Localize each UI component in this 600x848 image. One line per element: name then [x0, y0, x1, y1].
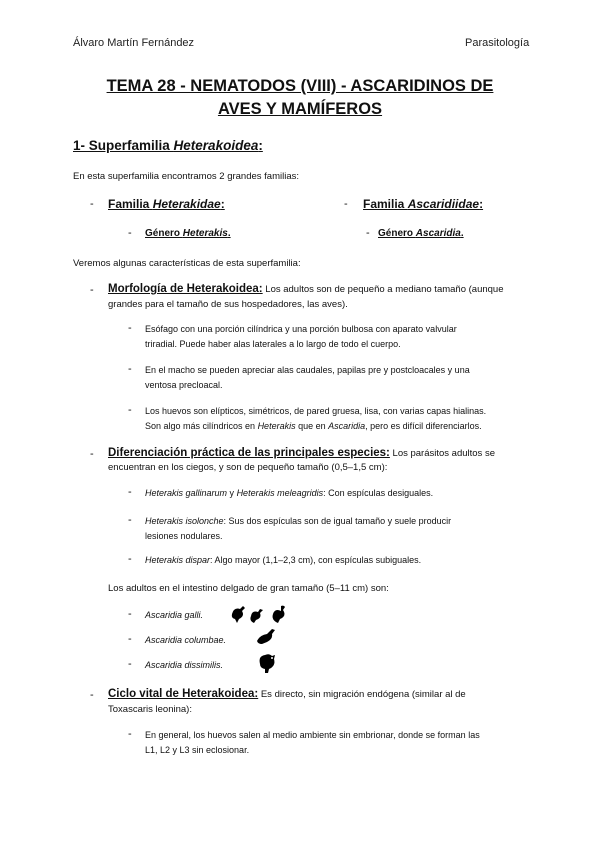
bullet: -: [90, 284, 94, 296]
intro-text: En esta superfamilia encontramos 2 grandes familias:: [73, 171, 300, 182]
list-item-line: En general, los huevos salen al medio ambiente sin embrionar, donde se forman las: [145, 730, 480, 740]
text: Heterakis: [257, 421, 296, 431]
bullet: -: [128, 658, 132, 670]
list-item: [145, 322, 457, 352]
header-subject: Parasitología: [465, 37, 530, 49]
genus-prefix: Género: [145, 228, 183, 239]
morfologia-text: Los adultos son de pequeño a mediano tamaño (aunque: [262, 284, 504, 295]
text: : Con espículas desiguales.: [323, 488, 434, 498]
family-name: Ascaridiidae: [407, 197, 480, 211]
features-intro: Veremos algunas características de esta superfamilia:: [73, 258, 301, 269]
genus-suffix: .: [460, 228, 464, 239]
diferenciacion-paragraph: [108, 446, 548, 461]
family-prefix: Familia: [363, 197, 408, 211]
diferenciacion-text: Los parásitos adultos se: [389, 448, 495, 459]
turkey-icon: [257, 652, 277, 674]
list-item-line: Esófago con una porción cilíndrica y una porción bulbosa con aparato valvular: [145, 324, 457, 334]
family-suffix: :: [220, 197, 225, 211]
text: Son algo más cilíndricos en: [145, 421, 258, 431]
header-author: Álvaro Martín Fernández: [73, 37, 195, 49]
genus-suffix: .: [227, 228, 231, 239]
pigeon-icon: [256, 627, 276, 645]
list-item-line: [145, 419, 486, 434]
list-item: Ascaridia galli.: [145, 610, 204, 620]
list-item-line: ventosa precloacal.: [145, 380, 223, 390]
text: : Algo mayor (1,1–2,3 cm), con espículas subiguales.: [210, 555, 422, 565]
chicken-duck-icons: [229, 602, 293, 624]
list-item: [145, 728, 480, 758]
section-heading: [73, 138, 263, 153]
family-name: Heterakidae: [152, 197, 221, 211]
bullet: -: [128, 486, 132, 498]
text: Heterakis isolonche: [145, 516, 224, 526]
bullet: -: [128, 363, 132, 375]
bullet: -: [128, 553, 132, 565]
section-heading-prefix: 1- Superfamilia: [73, 138, 174, 153]
genus-prefix: Género: [378, 228, 416, 239]
text: : Sus dos espículas son de igual tamaño y suele producir: [223, 516, 452, 526]
text: Heterakis dispar: [145, 555, 211, 565]
diferenciacion-heading: Diferenciación práctica de las principales especies:: [108, 447, 390, 459]
list-item-line: Los huevos son elípticos, simétricos, de pared gruesa, lisa, con varias capas hialinas.: [145, 406, 487, 416]
bullet: -: [90, 689, 94, 701]
text: Heterakis meleagridis: [236, 488, 324, 498]
list-item-line: lesiones nodulares.: [145, 531, 223, 541]
genus-ascaridia: [378, 228, 464, 239]
family-suffix: :: [479, 197, 484, 211]
family-heterakidae: [108, 197, 225, 211]
family-prefix: Familia: [108, 197, 153, 211]
text: Heterakis gallinarum: [145, 488, 228, 498]
list-item-line: triradial. Puede haber alas laterales a lo largo de todo el cuerpo.: [145, 339, 401, 349]
bullet: -: [128, 514, 132, 526]
bullet: -: [128, 608, 132, 620]
text: , pero es difícil diferenciarlos.: [365, 421, 482, 431]
ciclo-text-cont: Toxascaris leonina):: [108, 704, 192, 715]
bullet: -: [128, 404, 132, 416]
ciclo-text: Es directo, sin migración endógena (similar al de: [258, 689, 466, 700]
bullet: -: [128, 633, 132, 645]
list-item: [145, 404, 486, 434]
bullet: -: [366, 227, 370, 239]
diferenciacion-text-cont: encuentran en los ciegos, y son de pequeño tamaño (0,5–1,5 cm):: [108, 462, 388, 473]
morfologia-paragraph: [108, 282, 548, 297]
list-item: [145, 514, 451, 544]
bullet: -: [128, 728, 132, 740]
ciclo-paragraph: [108, 687, 548, 702]
ciclo-heading: Ciclo vital de Heterakoidea:: [108, 688, 259, 700]
genus-name: Heterakis: [182, 228, 228, 239]
list-item: [145, 486, 433, 501]
morfologia-text-cont: grandes para el tamaño de sus hospedadores, las aves).: [108, 299, 348, 310]
bullet: -: [128, 322, 132, 334]
bullet: -: [128, 227, 132, 239]
family-ascaridiidae: [363, 197, 483, 211]
morfologia-heading: Morfología de Heterakoidea:: [108, 283, 263, 295]
bullet: -: [90, 198, 94, 210]
list-item-line: En el macho se pueden apreciar alas caudales, papilas pre y postcloacales y una: [145, 365, 470, 375]
text: que en: [295, 421, 329, 431]
list-item: Ascaridia columbae.: [145, 635, 227, 645]
section-heading-name: Heterakoidea: [173, 138, 259, 153]
bullet: -: [344, 198, 348, 210]
list-item: [145, 363, 470, 393]
genus-heterakis: [145, 228, 231, 239]
genus-name: Ascaridia: [415, 228, 461, 239]
text: Ascaridia: [328, 421, 366, 431]
intestino-text: Los adultos en el intestino delgado de gran tamaño (5–11 cm) son:: [108, 583, 389, 594]
text: y: [227, 488, 237, 498]
page-title-line2: AVES Y MAMÍFEROS: [217, 100, 383, 118]
list-item: Ascaridia dissimilis.: [145, 660, 224, 670]
bullet: -: [90, 448, 94, 460]
page-title-line1: TEMA 28 - NEMATODOS (VIII) - ASCARIDINOS DE: [106, 77, 494, 95]
list-item-line: L1, L2 y L3 sin eclosionar.: [145, 745, 250, 755]
section-heading-suffix: :: [258, 138, 263, 153]
list-item: [145, 553, 421, 568]
